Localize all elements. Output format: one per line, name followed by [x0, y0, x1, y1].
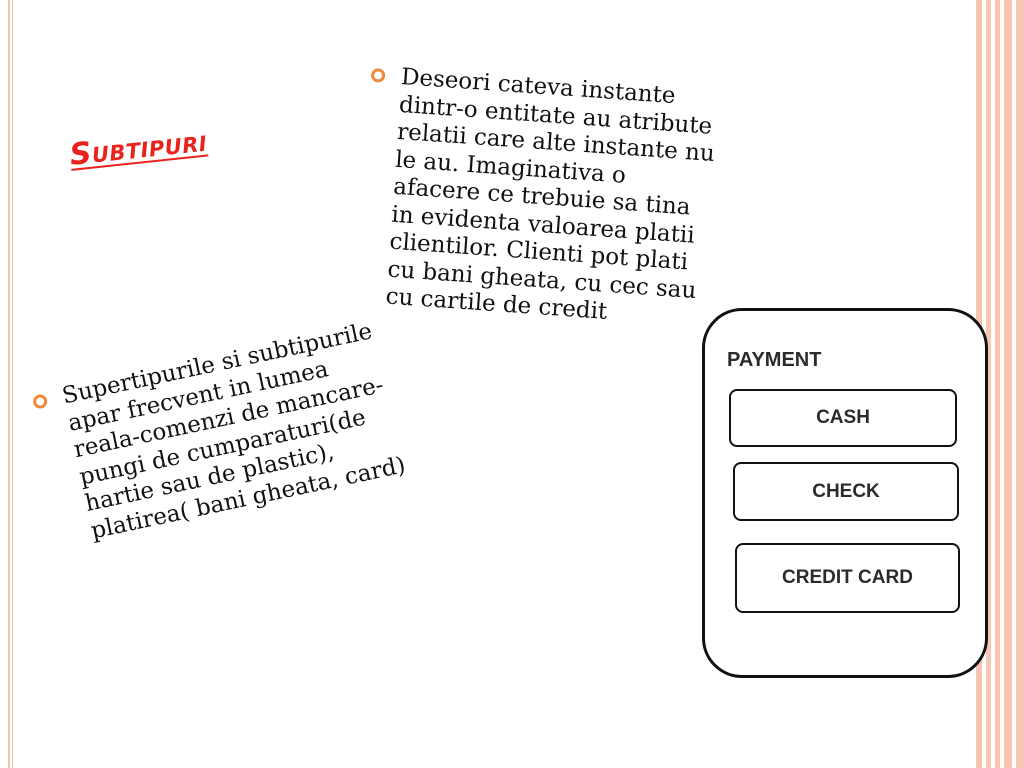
left-bullet-text: Supertipurile si subtipurile apar frecvent in lumea reala-comenzi de mancare-pungi de cumparaturi(de hartie sau de plastic), platirea( bani gheata, card) — [60, 318, 408, 544]
left-border-line — [8, 0, 10, 768]
payment-title: PAYMENT — [727, 349, 822, 371]
bullet-icon — [371, 68, 386, 83]
left-border-line-inner — [12, 0, 13, 768]
right-bullet-text: Deseori cateva instante dintr-o entitate au atribute relatii care alte instante nu le au. Imaginativa o afacere ce trebuie sa tina in evidenta valoarea platii clientilor. Clienti pot plati cu bani gheata, cu cec sau cu cartile de credit — [384, 64, 716, 325]
payment-diagram — [702, 308, 988, 678]
payment-option-credit-card: CREDIT CARD — [735, 543, 960, 613]
payment-option-check: CHECK — [733, 462, 959, 521]
right-bullet — [385, 64, 721, 333]
left-bullet — [60, 315, 417, 545]
slide-title: Subtipuri — [68, 123, 209, 173]
payment-option-cash: CASH — [729, 389, 957, 447]
bullet-icon — [32, 393, 49, 410]
